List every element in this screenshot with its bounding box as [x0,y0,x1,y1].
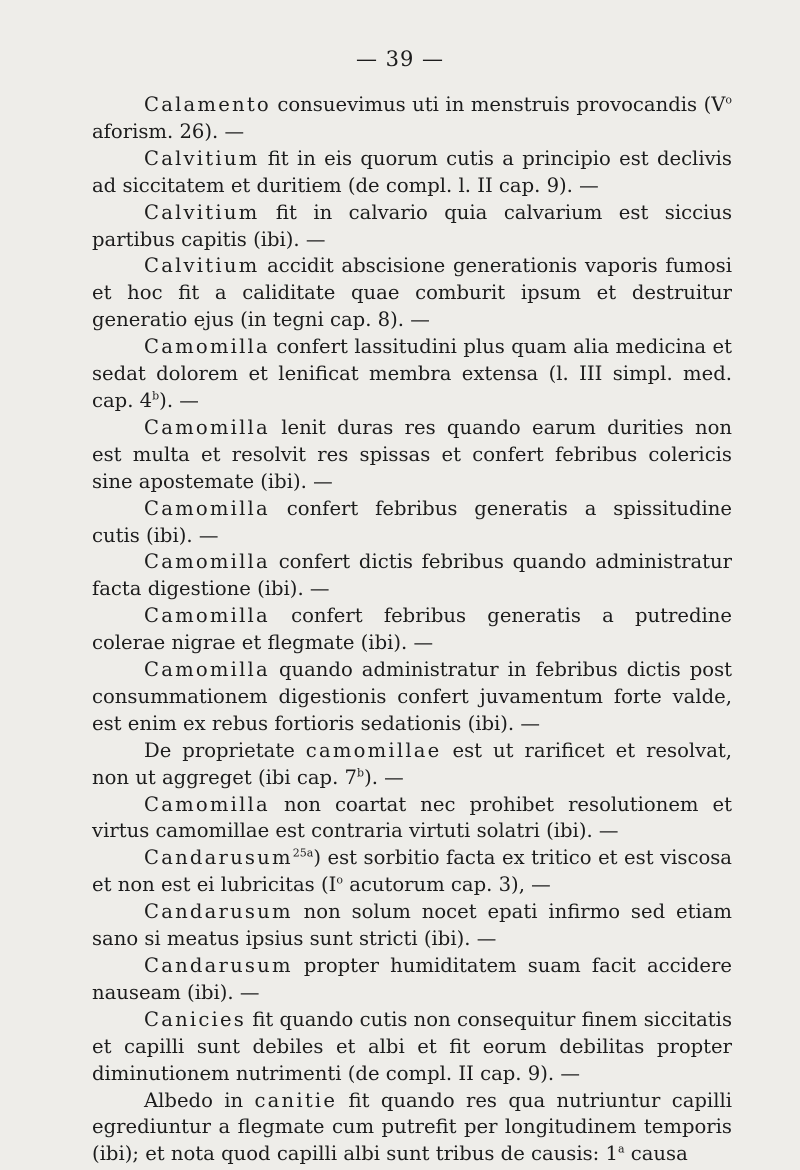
entry-text: fit quando cutis non consequitur finem siccitatis et capilli sunt debiles et albi et fit eorum debilitas propter diminutionem nutrimenti (de compl. II cap. 9). — [92,1007,733,1085]
entry-keyword: Camomilla [144,496,270,520]
entry-paragraph [92,899,732,953]
body-text [92,92,732,1168]
entry-keyword: Candarusum [144,846,293,870]
entry-text: fit quando res qua nutriuntur capilli egrediuntur a flegmate cum putrefit per longitudinem temporis (ibi); et nota quod capilli albi sunt tribus de causis: 1 [92,1088,732,1166]
entry-paragraph [92,953,732,1007]
entry-text: lenit duras res quando earum durities non est multa et resolvit res spissas et confert febribus colericis sine apostemate (ibi). — [92,415,732,493]
entry-paragraph [92,738,732,792]
entry-text: non solum nocet epati infirmo sed etiam sano si meatus ipsius sunt stricti (ibi). — [92,900,732,951]
entry-text: confert lassitudini plus quam alia medicina et sedat dolorem et lenificat membra extensa (l. III simpl. med. cap. 4 [92,335,732,412]
entry-keyword: Camomilla [144,658,270,682]
entry-tail: ). — [159,388,199,412]
entry-text: confert febribus generatis a spissitudine cutis (ibi). — [92,496,733,547]
entry-paragraph [92,415,732,496]
entry-text: confert dictis febribus quando administratur facta digestione (ibi). — [92,550,732,601]
entry-keyword: Camomilla [144,415,270,439]
entry-keyword: Calamento [144,93,271,116]
superscript: o [725,93,732,107]
entry-keyword: Candarusum [144,954,293,977]
entry-tail: causa [624,1142,688,1166]
entry-keyword: Camomilla [144,604,270,628]
entry-text: non coartat nec prohibet resolutionem et virtus camomillae est contraria virtuti solatri (ibi). — [92,792,732,843]
footnote-ref: 25a [292,846,314,860]
entry-text: consuevimus uti in menstruis provocandis (V [277,93,726,116]
entry-keyword: camomillae [305,738,442,762]
entry-keyword: Camomilla [144,335,270,359]
superscript: o [336,873,343,887]
entry-paragraph [92,549,732,603]
entry-text: est ut rarificet et resolvat, non ut aggreget (ibi cap. 7 [92,738,733,789]
entry-text: fit in eis quorum cutis a principio est declivis ad siccitatem et duritiem (de compl. l. II cap. 9). — [92,146,732,197]
entry-paragraph [92,334,732,415]
entry-keyword: Calvitium [144,254,260,278]
entry-paragraph [92,1007,732,1088]
entry-tail: acutorum cap. 3), — [342,873,551,897]
entry-keyword: Candarusum [144,900,293,924]
entry-paragraph [92,92,732,146]
entry-keyword: canitie [254,1088,338,1112]
superscript: b [357,766,365,780]
entry-paragraph [92,845,732,899]
entry-text: propter humiditatem suam facit accidere nauseam (ibi). — [92,954,732,1004]
entry-paragraph [92,200,732,254]
entry-prefix: De proprietate [144,738,306,762]
entry-paragraph [92,792,732,846]
entry-keyword: Calvitium [144,200,260,224]
entry-paragraph [92,1088,732,1169]
entry-keyword: Camomilla [144,792,270,816]
entry-paragraph [92,496,732,550]
entry-text: confert febribus generatis a putredine colerae nigrae et flegmate (ibi). — [92,604,732,655]
superscript: b [152,389,160,403]
entry-keyword: Calvitium [144,146,260,170]
entry-tail: ). — [364,765,404,789]
page-number-header: — 39 — [355,47,445,71]
entry-text: ) est sorbitio facta ex tritico et est viscosa et non est ei lubricitas (I [92,846,732,897]
entry-tail: aforism. 26). — [92,119,245,143]
entry-keyword: Canicies [144,1007,247,1031]
entry-paragraph [92,603,732,657]
entry-prefix: Albedo in [144,1088,255,1112]
entry-text: quando administratur in febribus dictis post consummationem digestionis confert juvamentum forte valde, est enim ex rebus fortioris sedationis (ibi). — [92,658,733,735]
superscript: a [617,1142,625,1156]
entry-paragraph [92,253,732,334]
entry-text: fit in calvario quia calvarium est siccius partibus capitis (ibi). — [92,200,733,251]
entry-paragraph [92,146,732,200]
entry-text: accidit abscisione generationis vaporis fumosi et hoc fit a caliditate quae comburit ipsum et destruitur generatio ejus (in tegni cap. 8). — [92,254,732,332]
entry-paragraph [92,657,732,738]
entry-keyword: Camomilla [144,550,270,574]
